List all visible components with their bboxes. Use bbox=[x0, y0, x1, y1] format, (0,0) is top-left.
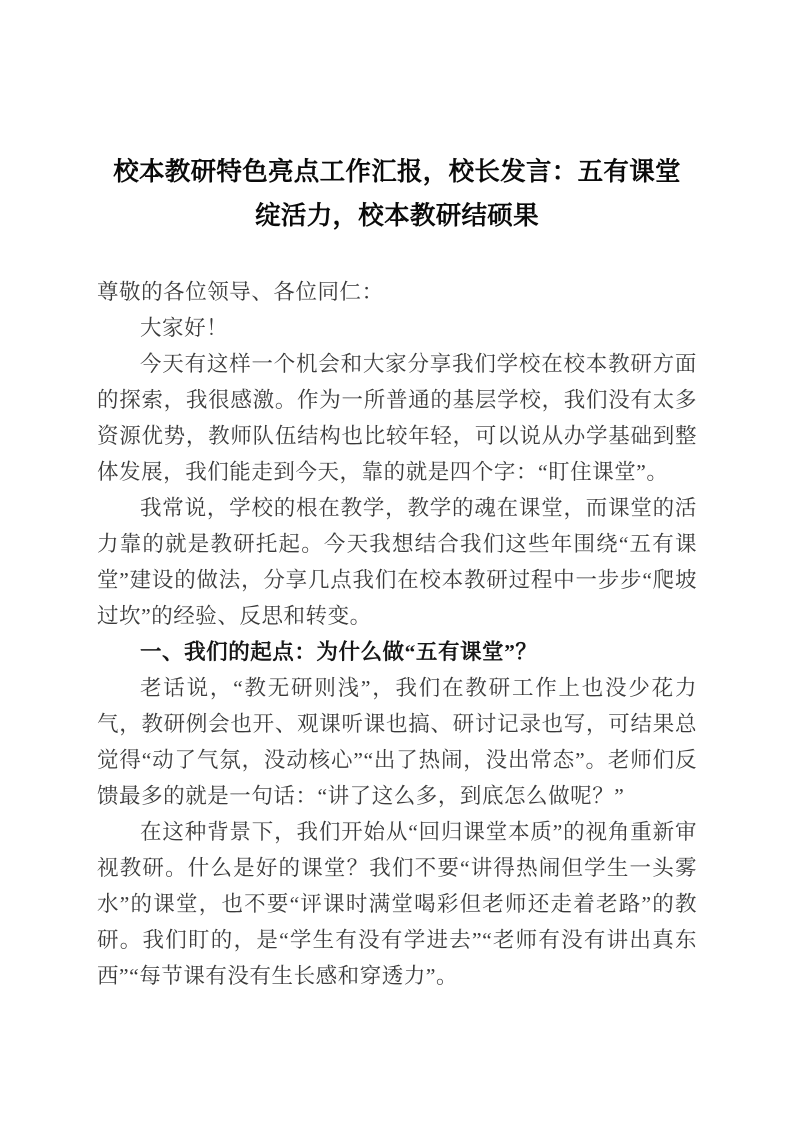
greeting-line: 大家好！ bbox=[140, 316, 229, 340]
document-content bbox=[97, 150, 697, 994]
intro-paragraph-1: 今天有这样一个机会和大家分享我们学校在校本教研方面的探索，我很感激。作为一所普通的基层学校，我们没有太多资源优势，教师队伍结构也比较年轻，可以说从办学基础到整体发展，我们能走到今天，靠的就是四个字：“盯住课堂”。 bbox=[97, 352, 697, 484]
section-one-paragraph-1: 老话说，“教无研则浅”，我们在教研工作上也没少花力气，教研例会也开、观课听课也搞、研讨记录也写，可结果总觉得“动了气氛，没动核心”“出了热闹，没出常态”。老师们反馈最多的就是一句话：“讲了这么多，到底怎么做呢？” bbox=[97, 676, 697, 808]
title-body-spacer bbox=[97, 238, 697, 274]
document-title: 校本教研特色亮点工作汇报，校长发言：五有课堂绽活力，校本教研结硕果 bbox=[113, 158, 681, 230]
section-one-paragraph-2: 在这种背景下，我们开始从“回归课堂本质”的视角重新审视教研。什么是好的课堂？我们不要“讲得热闹但学生一头雾水”的课堂，也不要“评课时满堂喝彩但老师还走着老路”的教研。我们盯的，是“学生有没有学进去”“老师有没有讲出真东西”“每节课有没有生长感和穿透力”。 bbox=[97, 820, 697, 988]
salutation-line: 尊敬的各位领导、各位同仁： bbox=[97, 280, 384, 304]
section-heading-one: 一、我们的起点：为什么做“五有课堂”？ bbox=[140, 640, 538, 664]
intro-paragraph-2: 我常说，学校的根在教学，教学的魂在课堂，而课堂的活力靠的就是教研托起。今天我想结合我们这些年围绕“五有课堂”建设的做法，分享几点我们在校本教研过程中一步步“爬坡过坎”的经验、反思和转变。 bbox=[97, 496, 697, 628]
